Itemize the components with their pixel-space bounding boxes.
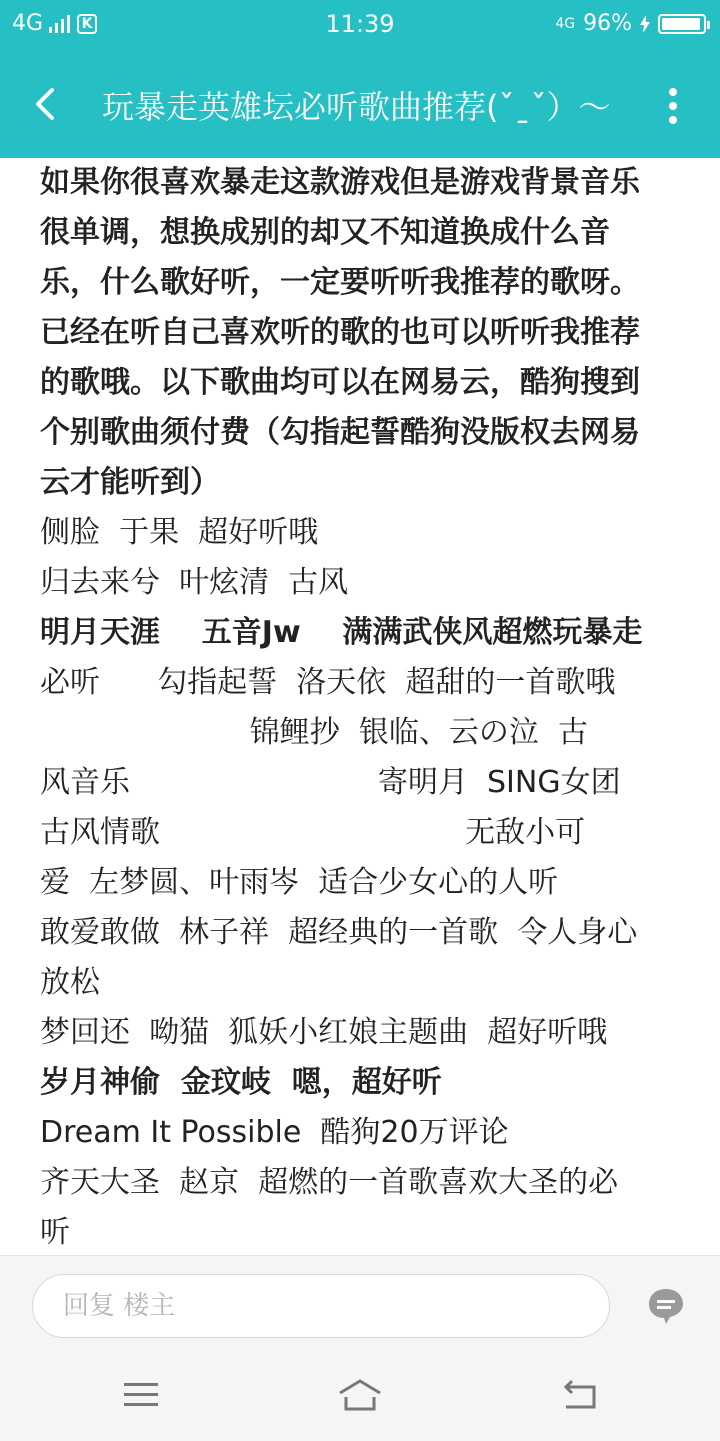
- post-line: 风音乐 寄明月 SING女团: [40, 765, 621, 800]
- charging-icon: [640, 15, 650, 33]
- chevron-left-icon[interactable]: [26, 80, 66, 128]
- post-line: 侧脸 于果 超好听哦: [40, 515, 319, 550]
- more-vertical-icon[interactable]: [666, 86, 680, 126]
- comment-bubble-icon[interactable]: [646, 1286, 686, 1326]
- menu-icon[interactable]: [118, 1375, 166, 1415]
- post-line: 梦回还 呦猫 狐妖小红娘主题曲 超好听哦: [40, 1015, 608, 1050]
- post-line: 岁月神偷 金玟岐 嗯，超好听: [40, 1065, 442, 1100]
- post-line: 归去来兮 叶炫清 古风: [40, 565, 349, 600]
- network-label: 4G: [12, 11, 44, 36]
- post-line: 明月天涯 五音Jw 满满武侠风超燃玩暴走: [40, 615, 643, 650]
- post-line: 锦鲤抄 银临、云の泣 古: [40, 715, 588, 750]
- page-title: 玩暴走英雄坛必听歌曲推荐(ˇˍˇ）～: [102, 88, 611, 126]
- return-icon[interactable]: [556, 1375, 604, 1415]
- reply-input[interactable]: 回复 楼主: [32, 1274, 610, 1338]
- status-right: [555, 11, 706, 36]
- post-line: 很单调，想换成别的却又不知道换成什么音: [40, 215, 610, 250]
- post-line: 爱 左梦圆、叶雨岑 适合少女心的人听: [40, 865, 559, 900]
- post-line: 齐天大圣 赵京 超燃的一首歌喜欢大圣的必: [40, 1165, 619, 1200]
- app-notification-icon: K: [77, 14, 97, 34]
- status-time: 11:39: [325, 10, 395, 38]
- post-line: 古风情歌 无敌小可: [40, 815, 586, 850]
- post-line: 已经在听自己喜欢听的歌的也可以听听我推荐: [40, 315, 640, 350]
- home-icon[interactable]: [336, 1375, 384, 1415]
- header-bar: [0, 50, 720, 158]
- post-line: 云才能听到）: [40, 465, 220, 500]
- post-line: 放松: [40, 965, 100, 1000]
- post-line: Dream It Possible 酷狗20万评论: [40, 1115, 509, 1150]
- system-navigation: [0, 1355, 720, 1440]
- battery-icon: [658, 14, 706, 34]
- post-line: 如果你很喜欢暴走这款游戏但是游戏背景音乐: [40, 165, 640, 200]
- post-line: 听: [40, 1215, 70, 1250]
- network-indicator: 4G: [555, 15, 576, 32]
- status-bar: [0, 0, 720, 50]
- post-body: [40, 158, 690, 1258]
- battery-percent: 96%: [583, 11, 632, 36]
- post-line: 必听 勾指起誓 洛天依 超甜的一首歌哦: [40, 665, 616, 700]
- post-line: 敢爱敢做 林子祥 超经典的一首歌 令人身心: [40, 915, 638, 950]
- post-line: 的歌哦。以下歌曲均可以在网易云，酷狗搜到: [40, 365, 640, 400]
- post-line: 个别歌曲须付费（勾指起誓酷狗没版权去网易: [40, 415, 640, 450]
- battery-fill: [662, 18, 700, 30]
- post-line: 乐，什么歌好听，一定要听听我推荐的歌呀。: [40, 265, 640, 300]
